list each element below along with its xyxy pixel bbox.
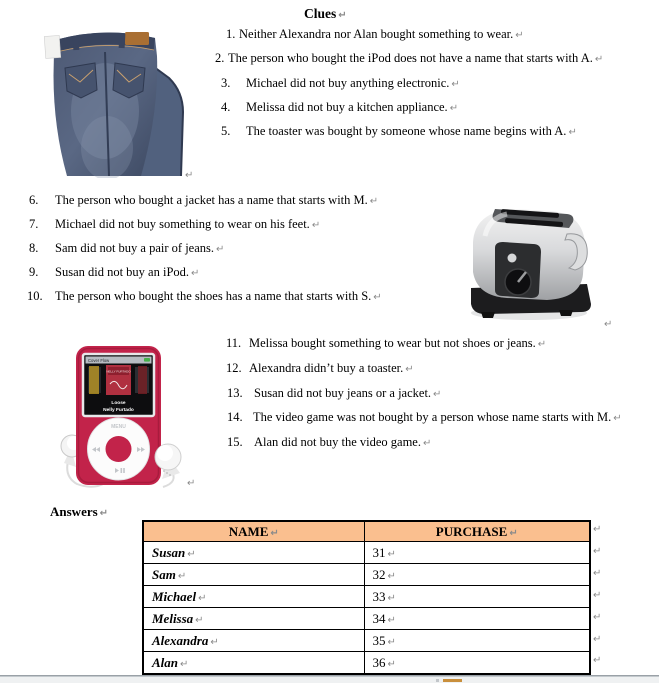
pause-icon [123, 468, 125, 473]
click-wheel [88, 418, 150, 480]
clue-text: Alan did not buy the video game. [254, 435, 421, 449]
paragraph-mark-icon: ↵ [387, 658, 396, 670]
pause-icon [121, 468, 123, 473]
jeans-belt-loop [119, 34, 126, 48]
jeans-illustration [33, 16, 191, 178]
paragraph-mark-icon: ↵ [594, 54, 604, 65]
clue-number: 8. [29, 241, 39, 255]
clue-number: 1. [226, 27, 236, 41]
clue-number: 7. [29, 217, 39, 231]
horizontal-scrollbar[interactable] [0, 677, 659, 683]
battery-icon [144, 358, 150, 362]
table-header-purchase: PURCHASE ↵ [364, 521, 590, 542]
clue-text: Neither Alexandra nor Alan bought something to wear. [239, 27, 514, 41]
clue-line-6 [29, 193, 378, 209]
clue-number: 3. [221, 76, 231, 90]
answers-heading [50, 504, 108, 520]
paragraph-mark-icon: ↵ [185, 170, 194, 181]
coverflow-center-album [106, 365, 131, 395]
name-cell: Michael ↵ [143, 586, 364, 608]
toaster-foot [481, 312, 495, 318]
purchase-cell: 33 ↵ [364, 586, 590, 608]
paragraph-mark-icon: ↵ [177, 570, 187, 582]
paragraph-mark-icon: ↵ [613, 413, 622, 424]
coverflow-album [89, 366, 99, 394]
scrollbar-thumb[interactable] [443, 679, 462, 682]
clue-number: 2. [215, 51, 225, 65]
paragraph-mark-icon: ↵ [338, 10, 347, 21]
paragraph-mark-icon: ↵ [537, 339, 547, 350]
toaster-image [455, 196, 607, 324]
paragraph-mark-icon: ↵ [311, 220, 321, 231]
clue-line-2 [215, 51, 603, 67]
clue-text: Susan did not buy jeans or a jacket. [254, 386, 432, 400]
clue-text: Melissa bought something to wear but not shoes or jeans. [249, 336, 536, 350]
table-row [143, 586, 590, 608]
name-cell: Alexandra ↵ [143, 630, 364, 652]
paragraph-mark-icon: ↵ [187, 548, 196, 560]
coverflow-album [138, 366, 147, 394]
toaster-illustration [455, 196, 607, 324]
paragraph-mark-icon: ↵ [198, 592, 207, 604]
clue-line-1 [226, 27, 524, 43]
paragraph-mark-icon: ↵ [216, 244, 225, 255]
clue-text: The video game was not bought by a person whose name starts with M. [253, 410, 612, 424]
clue-line-11 [226, 336, 546, 352]
ipod-image [55, 340, 195, 490]
clue-text: Alexandra didn’t buy a toaster. [249, 361, 404, 375]
answers-table [142, 520, 591, 675]
clue-text: The toaster was bought by someone whose name begins with A. [246, 124, 567, 138]
clue-text: Michael did not buy anything electronic. [246, 76, 450, 90]
jeans-leather-patch [125, 32, 149, 45]
jeans-belt-loop [73, 36, 80, 50]
jeans-pocket-right [113, 63, 145, 98]
clue-number: 14. [227, 410, 243, 424]
purchase-cell: 34 ↵ [364, 608, 590, 630]
purchase-cell: 35 ↵ [364, 630, 590, 652]
clue-line-12 [226, 361, 414, 377]
paragraph-mark-icon: ↵ [387, 592, 396, 604]
paragraph-mark-icon: ↵ [568, 127, 577, 138]
table-row [143, 542, 590, 564]
clue-line-5 [221, 124, 577, 140]
jeans-image [33, 16, 191, 178]
paragraph-mark-icon: ↵ [387, 636, 396, 648]
table-row [143, 608, 590, 630]
clue-line-3 [221, 76, 460, 92]
clue-number: 13. [227, 386, 243, 400]
paragraph-mark-icon: ↵ [180, 658, 189, 670]
clue-text: The person who bought the iPod does not have a name that starts with A. [228, 51, 593, 65]
paragraph-mark-icon: ↵ [387, 570, 396, 582]
clue-text: Michael did not buy something to wear on his feet. [55, 217, 310, 231]
menu-label: MENU [111, 424, 126, 430]
clue-number: 15. [227, 435, 243, 449]
paragraph-mark-icon: ↵ [387, 548, 396, 560]
clue-line-10 [27, 289, 382, 305]
name-cell: Sam ↵ [143, 564, 364, 586]
purchase-cell: 36 ↵ [364, 652, 590, 675]
name-cell: Alan ↵ [143, 652, 364, 675]
track-title: Loose [111, 401, 126, 406]
clue-text: The person who bought a jacket has a name that starts with M. [55, 193, 368, 207]
clue-line-13 [227, 386, 441, 402]
paragraph-mark-icon: ↵ [449, 103, 459, 114]
clue-text: Melissa did not buy a kitchen appliance. [246, 100, 448, 114]
paragraph-mark-icon: ↵ [187, 478, 196, 489]
clue-text: Susan did not buy an iPod. [55, 265, 190, 279]
paragraph-mark-icon: ↵ [593, 612, 602, 623]
answers-heading-text: Answers [50, 504, 98, 519]
name-cell: Susan ↵ [143, 542, 364, 564]
clue-number: 4. [221, 100, 231, 114]
paragraph-mark-icon: ↵ [593, 590, 602, 601]
toaster-indicator [508, 254, 517, 263]
table-header-row [143, 521, 590, 542]
paragraph-mark-icon: ↵ [195, 614, 204, 626]
clue-line-7 [29, 217, 320, 233]
track-artist: Nelly Furtado [103, 408, 134, 413]
table-row [143, 564, 590, 586]
clue-line-4 [221, 100, 458, 116]
paragraph-mark-icon: ↵ [509, 527, 518, 539]
table-header-name: NAME ↵ [143, 521, 364, 542]
clue-number: 9. [29, 265, 39, 279]
paragraph-mark-icon: ↵ [515, 30, 524, 41]
paragraph-mark-icon: ↵ [604, 319, 613, 330]
toaster-foot [559, 310, 573, 316]
paragraph-mark-icon: ↵ [387, 614, 396, 626]
ipod-screen-title: Cover Flow [88, 358, 110, 363]
jeans-price-tag [44, 35, 60, 58]
scrollbar-dot [436, 679, 439, 682]
clues-heading [304, 6, 347, 22]
paragraph-mark-icon: ↵ [369, 196, 379, 207]
clue-number: 6. [29, 193, 39, 207]
paragraph-mark-icon: ↵ [593, 568, 602, 579]
paragraph-mark-icon: ↵ [593, 524, 602, 535]
clue-line-8 [29, 241, 224, 257]
clue-line-15 [227, 435, 431, 451]
table-row [143, 630, 590, 652]
paragraph-mark-icon: ↵ [191, 268, 200, 279]
clue-line-14 [227, 410, 622, 426]
paragraph-mark-icon: ↵ [593, 655, 602, 666]
table-row [143, 652, 590, 675]
album-label: NELLY FURTADO [106, 369, 131, 374]
paragraph-mark-icon: ↵ [210, 636, 219, 648]
paragraph-mark-icon: ↵ [99, 508, 109, 519]
ipod-illustration [55, 340, 195, 490]
purchase-cell: 31 ↵ [364, 542, 590, 564]
clue-number: 11. [226, 336, 242, 350]
paragraph-mark-icon: ↵ [451, 79, 460, 90]
paragraph-mark-icon: ↵ [373, 292, 382, 303]
clue-number: 10. [27, 289, 43, 303]
clues-heading-text: Clues [304, 6, 337, 21]
purchase-cell: 32 ↵ [364, 564, 590, 586]
clue-line-9 [29, 265, 199, 281]
clue-text: The person who bought the shoes has a name that starts with S. [55, 289, 372, 303]
click-wheel-center [106, 436, 132, 462]
paragraph-mark-icon: ↵ [593, 546, 602, 557]
clue-number: 5. [221, 124, 231, 138]
paragraph-mark-icon: ↵ [593, 634, 602, 645]
name-cell: Melissa ↵ [143, 608, 364, 630]
paragraph-mark-icon: ↵ [405, 364, 414, 375]
paragraph-mark-icon: ↵ [433, 389, 442, 400]
clue-text: Sam did not buy a pair of jeans. [55, 241, 214, 255]
clue-number: 12. [226, 361, 242, 375]
paragraph-mark-icon: ↵ [270, 527, 279, 539]
paragraph-mark-icon: ↵ [422, 438, 432, 449]
